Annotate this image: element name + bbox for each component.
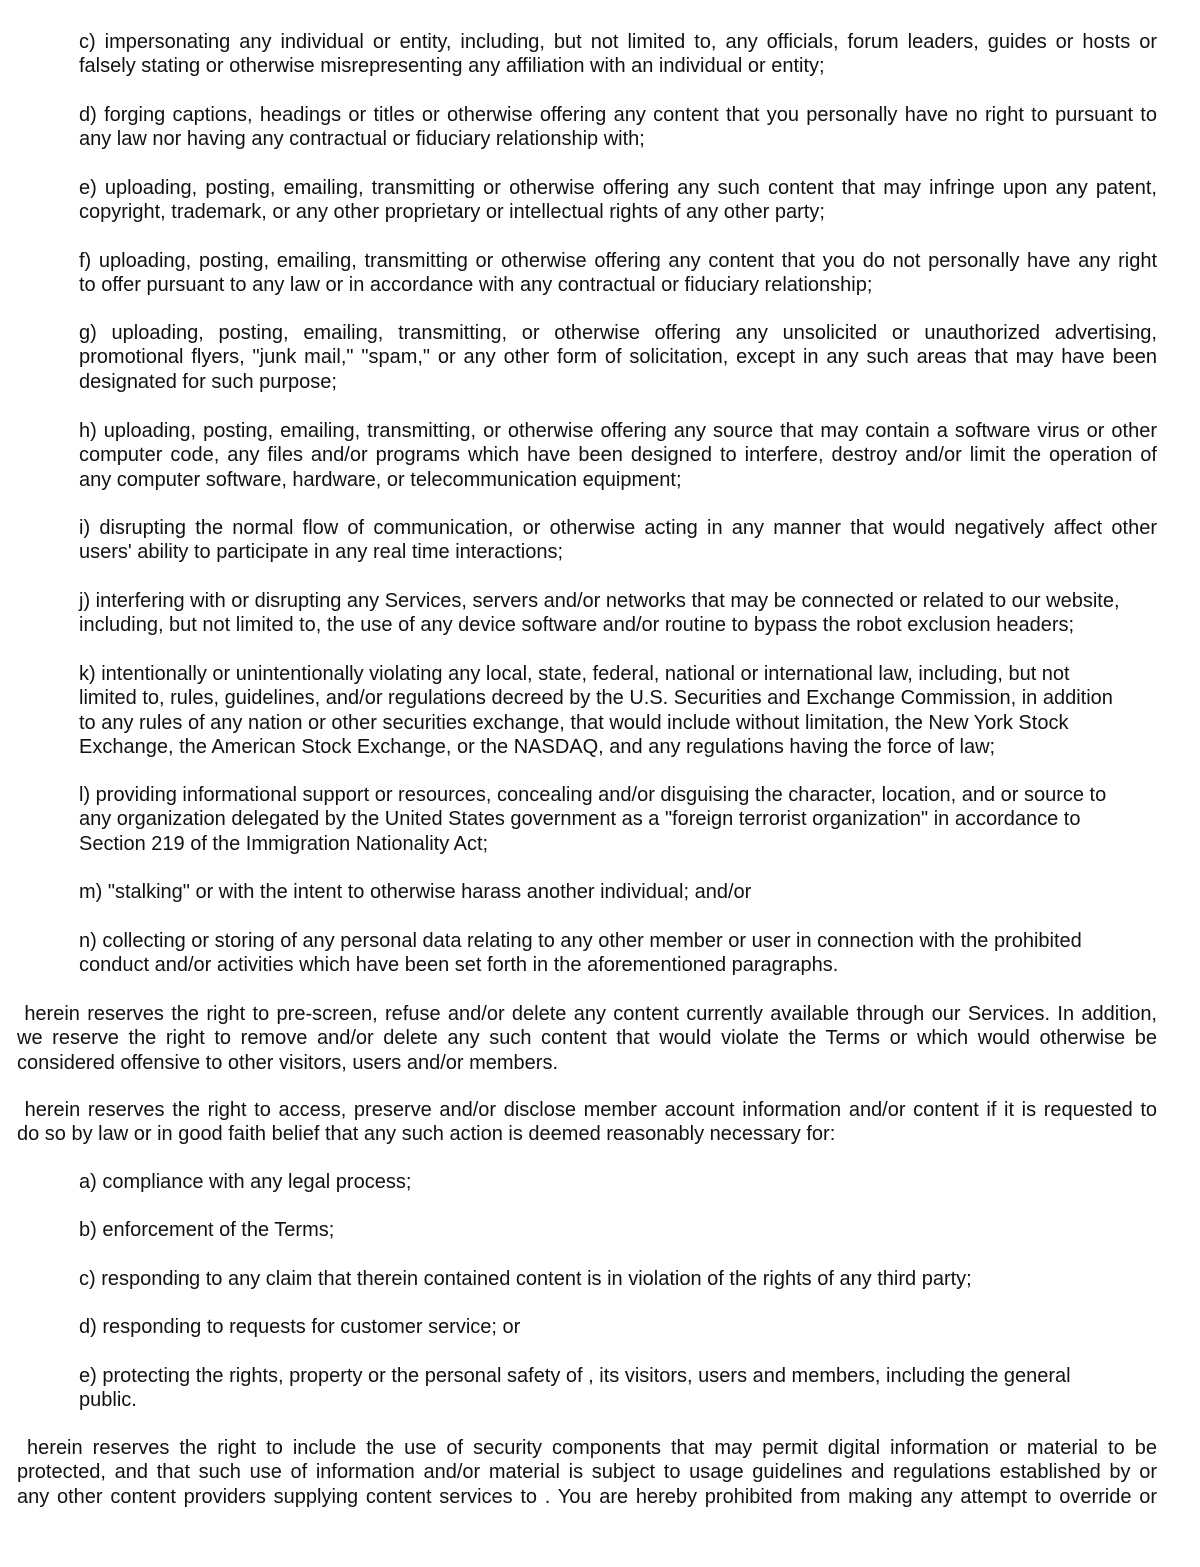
text-line: designated for such purpose; [79, 370, 337, 393]
text-line: public. [79, 1389, 137, 1412]
text-line: any law nor having any contractual or fiduciary relationship with; [79, 128, 645, 151]
paragraph-pre-screen [17, 1002, 1157, 1075]
list-item-n-collecting-data [79, 929, 1157, 978]
list-item-h-virus [79, 419, 1157, 492]
list-item-k-violating-law [79, 662, 1157, 760]
list-item-m-stalking [79, 880, 1157, 904]
text-line: Section 219 of the Immigration Nationality Act; [79, 832, 489, 855]
text-line: falsely stating or otherwise misrepresenting any affiliation with an individual or entity; [79, 55, 825, 78]
text-line: h) uploading, posting, emailing, transmitting, or otherwise offering any source that may contain a software virus or other [79, 420, 1157, 442]
list-item-f-no-right [79, 249, 1157, 298]
list-item-b-enforcement [79, 1218, 1157, 1242]
text-line: to offer pursuant to any law or in accordance with any contractual or fiduciary relationship; [79, 274, 873, 297]
text-line: copyright, trademark, or any other proprietary or intellectual rights of any other party; [79, 201, 825, 224]
list-item-e-protecting [79, 1364, 1157, 1413]
text-line: e) protecting the rights, property or the personal safety of , its visitors, users and members, including the general [79, 1365, 1071, 1387]
text-line: b) enforcement of the Terms; [79, 1219, 335, 1241]
text-line: i) disrupting the normal flow of communication, or otherwise acting in any manner that would negatively affect other [79, 517, 1157, 539]
list-item-i-disrupting [79, 516, 1157, 565]
text-line: n) collecting or storing of any personal data relating to any other member or user in connection with the prohibited [79, 930, 1082, 952]
text-line: c) impersonating any individual or entity, including, but not limited to, any officials, forum leaders, guides or hosts or [79, 31, 1157, 53]
text-line: promotional flyers, "junk mail," "spam," or any other form of solicitation, except in any such areas that may have been [79, 346, 1157, 369]
list-item-d-customer-service [79, 1315, 1157, 1339]
text-line: d) forging captions, headings or titles or otherwise offering any content that you personally have no right to pursuant to [79, 104, 1157, 126]
text-line: limited to, rules, guidelines, and/or regulations decreed by the U.S. Securities and Exchange Commission, in addition [79, 687, 1113, 710]
list-item-g-spam [79, 321, 1157, 394]
list-item-e-infringing [79, 176, 1157, 225]
list-item-d-forging [79, 103, 1157, 152]
text-line: including, but not limited to, the use of any device software and/or routine to bypass the robot exclusion headers; [79, 614, 1075, 637]
text-line: g) uploading, posting, emailing, transmitting, or otherwise offering any unsolicited or unauthorized advertising, [79, 322, 1157, 344]
paragraph-disclose [17, 1098, 1157, 1147]
text-line: any computer software, hardware, or telecommunication equipment; [79, 468, 682, 491]
text-line: herein reserves the right to pre-screen, refuse and/or delete any content currently available through our Services. In addition, [17, 1003, 1157, 1025]
text-line: considered offensive to other visitors, users and/or members. [17, 1051, 558, 1074]
text-line: protected, and that such use of information and/or material is subject to usage guidelines and regulations established by or [17, 1461, 1157, 1484]
text-line: herein reserves the right to include the use of security components that may permit digital information or material to be [17, 1437, 1157, 1459]
list-item-c-claims [79, 1267, 1157, 1291]
text-line: any other content providers supplying content services to . You are hereby prohibited from making any attempt to override or [17, 1485, 1157, 1508]
text-line: Exchange, the American Stock Exchange, or the NASDAQ, and any regulations having the force of law; [79, 736, 996, 759]
list-item-l-terrorist-support [79, 783, 1157, 856]
text-line: any organization delegated by the United States government as a "foreign terrorist organization" in accordance to [79, 808, 1081, 831]
text-line: c) responding to any claim that therein contained content is in violation of the rights of any third party; [79, 1268, 972, 1290]
text-line: j) interfering with or disrupting any Services, servers and/or networks that may be connected or related to our website, [79, 590, 1120, 612]
text-line: m) "stalking" or with the intent to otherwise harass another individual; and/or [79, 881, 752, 903]
text-line: a) compliance with any legal process; [79, 1171, 412, 1193]
text-line: we reserve the right to remove and/or delete any such content that would violate the Terms or which would otherwise be [17, 1027, 1157, 1050]
list-item-c-impersonating [79, 30, 1157, 79]
paragraph-security-components [17, 1436, 1157, 1509]
text-line: d) responding to requests for customer service; or [79, 1316, 521, 1338]
text-line: l) providing informational support or resources, concealing and/or disguising the character, location, and or source to [79, 784, 1107, 806]
text-line: conduct and/or activities which have been set forth in the aforementioned paragraphs. [79, 954, 839, 977]
text-line: users' ability to participate in any real time interactions; [79, 541, 564, 564]
text-line: herein reserves the right to access, preserve and/or disclose member account information and/or content if it is requested to [17, 1099, 1157, 1121]
list-item-a-compliance [79, 1170, 1157, 1194]
text-line: do so by law or in good faith belief that any such action is deemed reasonably necessary for: [17, 1123, 836, 1146]
text-line: e) uploading, posting, emailing, transmitting or otherwise offering any such content that may infringe upon any patent, [79, 177, 1157, 199]
list-item-j-interfering [79, 589, 1157, 638]
text-line: to any rules of any nation or other securities exchange, that would include without limitation, the New York Stock [79, 711, 1069, 734]
text-line: f) uploading, posting, emailing, transmitting or otherwise offering any content that you do not personally have any right [79, 250, 1157, 272]
text-line: k) intentionally or unintentionally violating any local, state, federal, national or international law, including, but not [79, 663, 1070, 685]
text-line: computer code, any files and/or programs which have been designed to interfere, destroy and/or limit the operation of [79, 444, 1157, 467]
